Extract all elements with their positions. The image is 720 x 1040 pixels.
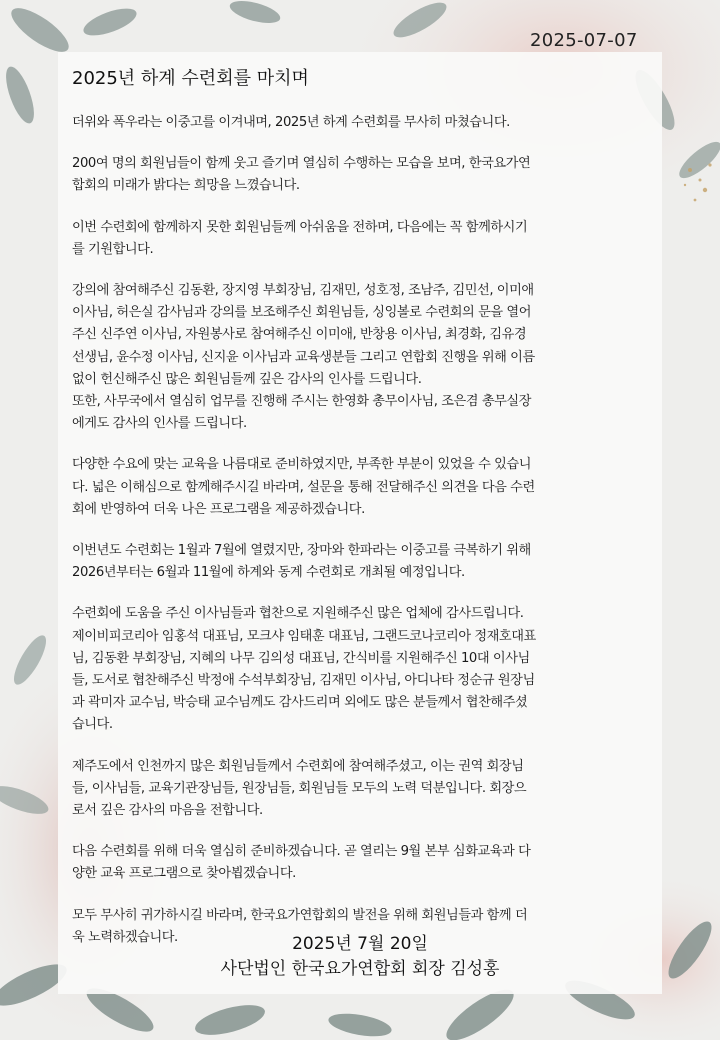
paragraph-line: 200여 명의 회원님들이 함께 웃고 즐기며 열심히 수행하는 모습을 보며, 한국요가연	[72, 156, 531, 172]
paragraph-line: 에게도 감사의 인사를 드립니다.	[72, 416, 247, 432]
paragraph-line: 합회의 미래가 밝다는 희망을 느꼈습니다.	[72, 178, 300, 194]
paragraph-line: 없이 헌신해주신 많은 회원님들께 깊은 감사의 인사를 드립니다.	[72, 371, 422, 387]
paragraph-line: 더위와 폭우라는 이중고를 이겨내며, 2025년 하계 수련회를 무사히 마쳤습니다.	[72, 115, 510, 130]
paragraph-line: 강의에 참여해주신 김동환, 장지영 부회장님, 김재민, 성호정, 조남주, 김민선, 이미애	[72, 283, 534, 299]
header-date: 2025-07-07	[530, 30, 638, 51]
paragraph-line: 이번년도 수련회는 1월과 7월에 열렸지만, 장마와 한파라는 이중고를 극복하기 위해	[72, 543, 531, 559]
paragraph-line: 다. 넓은 이해심으로 함께해주시길 바라며, 설문을 통해 전달해주신 의견을 다음 수련	[72, 479, 535, 495]
signature-date: 2025년 7월 20일	[292, 934, 428, 954]
letter-paragraph	[72, 112, 654, 134]
paragraph-line: 2026년부터는 6월과 11월에 하계와 동계 수련회로 개최될 예정입니다.	[72, 565, 465, 581]
letter-paragraph	[72, 153, 654, 197]
paragraph-line: 회에 반영하여 더욱 나은 프로그램을 제공하겠습니다.	[72, 501, 365, 517]
paragraph-line: 양한 교육 프로그램으로 찾아뵙겠습니다.	[72, 866, 296, 882]
paragraph-line: 습니다.	[72, 717, 113, 733]
letter-paragraph	[72, 603, 654, 736]
letter-paragraph	[72, 217, 654, 261]
paragraph-line: 제이비피코리아 임홍석 대표님, 모크샤 임태훈 대표님, 그랜드코나코리아 정재호대표	[72, 628, 536, 644]
paragraph-line: 로서 깊은 감사의 마음을 전합니다.	[72, 803, 263, 819]
paragraph-line: 들, 도서로 협찬해주신 박정애 수석부회장님, 김재민 이사님, 아디나타 정순규 원장님	[72, 673, 535, 689]
paragraph-line: 님, 김동환 부회장님, 지혜의 나무 김의성 대표님, 간식비를 지원해주신 10대 이사님	[72, 650, 530, 666]
letter-paragraph	[72, 540, 654, 584]
paragraph-line: 들, 이사님들, 교육기관장님들, 원장님들, 회원님들 모두의 노력 덕분입니다. 회장으	[72, 780, 527, 796]
paragraph-line: 를 기원합니다.	[72, 241, 154, 257]
paragraph-line: 주신 신주연 이사님, 자원봉사로 참여해주신 이미애, 반창용 이사님, 최경화, 김유경	[72, 327, 527, 343]
paragraph-line: 제주도에서 인천까지 많은 회원님들께서 수련회에 참여해주셨고, 이는 권역 회장님	[72, 758, 524, 774]
paragraph-line: 다양한 수요에 맞는 교육을 나름대로 준비하였지만, 부족한 부분이 있었을 수 있습니	[72, 457, 531, 473]
paragraph-line: 다음 수련회를 위해 더욱 열심히 준비하겠습니다. 곧 열리는 9월 본부 심화교육과 다	[72, 844, 531, 860]
paragraph-line: 선생님, 윤수정 이사님, 신지윤 이사님과 교육생분들 그리고 연합회 진행을 위해 이름	[72, 349, 535, 365]
paragraph-line: 모두 무사히 귀가하시길 바라며, 한국요가연합회의 발전을 위해 회원님들과 함께 더	[72, 907, 528, 923]
letter-paragraph	[72, 841, 654, 885]
paragraph-line: 이번 수련회에 함께하지 못한 회원님들께 아쉬움을 전하며, 다음에는 꼭 함께하시기	[72, 219, 528, 235]
letter-paragraph	[72, 280, 654, 435]
letter-title: 2025년 하계 수련회를 마치며	[72, 68, 309, 89]
paragraph-line: 수련회에 도움을 주신 이사님들과 협찬으로 지원해주신 많은 업체에 감사드립니다.	[72, 606, 524, 622]
signature-block	[0, 932, 720, 982]
paragraph-line: 욱 노력하겠습니다.	[72, 929, 178, 945]
signature-name: 사단법인 한국요가연합회 회장 김성홍	[220, 959, 500, 979]
letter-body	[72, 112, 654, 949]
paragraph-line: 이사님, 허은실 감사님과 강의를 보조해주신 회원님들, 싱잉볼로 수련회의 문을 열어	[72, 305, 531, 321]
letter-paragraph	[72, 454, 654, 521]
paragraph-line: 또한, 사무국에서 열심히 업무를 진행해 주시는 한영화 총무이사님, 조은겸 총무실장	[72, 394, 531, 410]
letter-paragraph	[72, 756, 654, 823]
paragraph-line: 과 곽미자 교수님, 박승태 교수님께도 감사드리며 외에도 많은 분들께서 협찬해주셨	[72, 695, 528, 711]
